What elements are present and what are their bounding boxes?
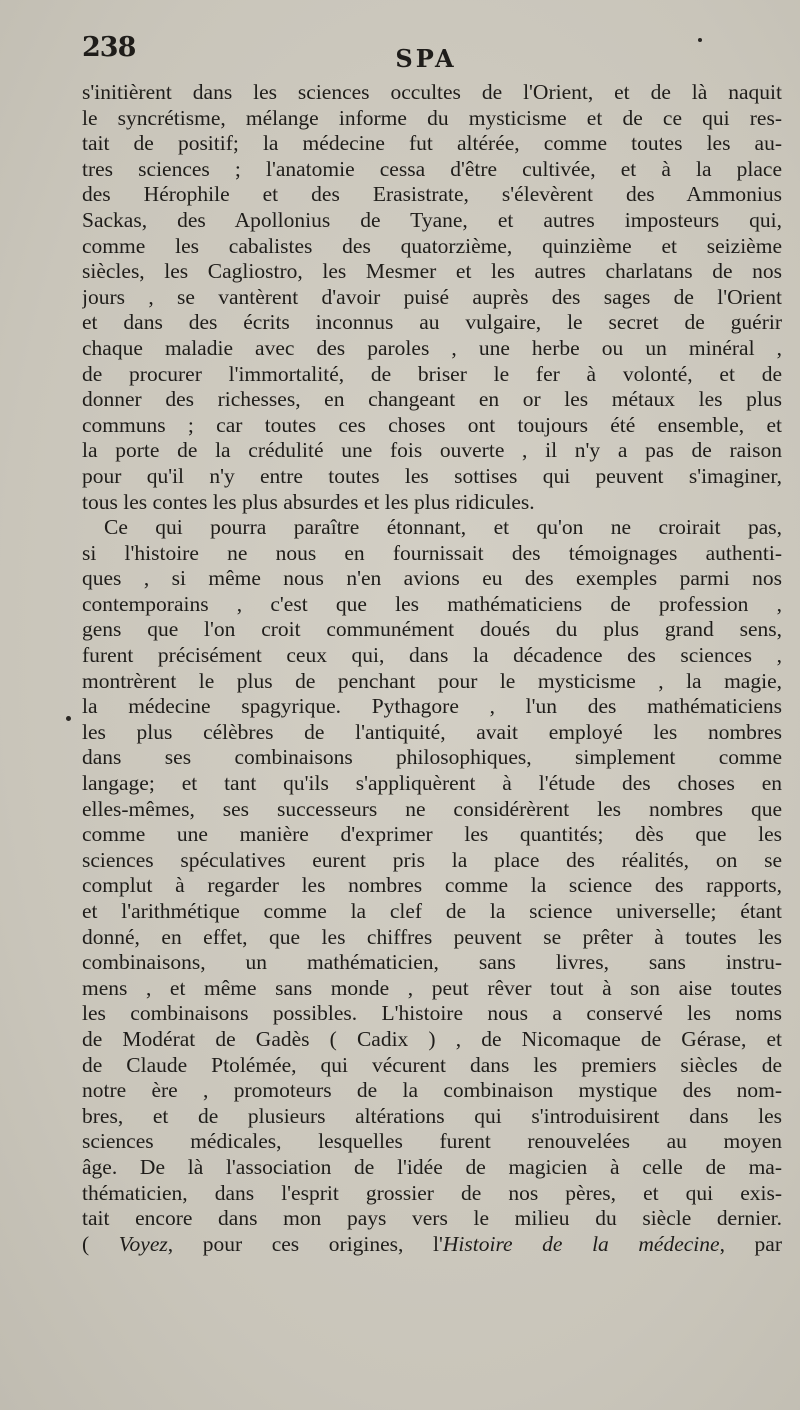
text-line: mens , et même sans monde , peut rêver tout à son aise toutes — [82, 975, 782, 1000]
voyez-italic: Voyez — [118, 1231, 168, 1256]
book-title: Histoire de la médecine — [442, 1231, 720, 1256]
running-title: SPA — [395, 44, 457, 73]
text-line: si l'histoire ne nous en fournissait des témoignages authenti- — [82, 540, 782, 565]
text-line: sciences spéculatives eurent pris la place des réalités, on se — [82, 847, 782, 872]
text-line: furent précisément ceux qui, dans la décadence des sciences , — [82, 643, 782, 668]
text-line: tres sciences ; l'anatomie cessa d'être cultivée, et à la place — [82, 156, 782, 181]
text-line: sciences médicales, lesquelles furent renouvelées au moyen — [82, 1129, 782, 1154]
body-text — [82, 80, 782, 1257]
text-line: âge. De là l'association de l'idée de magicien à celle de ma- — [82, 1154, 782, 1179]
page-header — [82, 32, 770, 72]
text-line: et dans des écrits inconnus au vulgaire, le secret de guérir — [82, 310, 782, 335]
text-line: pour qu'il n'y entre toutes les sottises qui peuvent s'imaginer, — [82, 463, 782, 488]
text-line: comme une manière d'exprimer les quantités; dès que les — [82, 822, 782, 847]
text-line: les combinaisons possibles. L'histoire nous a conservé les noms — [82, 1001, 782, 1026]
text-line: la médecine spagyrique. Pythagore , l'un des mathématiciens — [82, 694, 782, 719]
paragraph-start-line: Ce qui pourra paraître étonnant, et qu'on ne croirait pas, — [104, 515, 782, 540]
text-line: montrèrent le plus de penchant pour le mysticisme , la magie, — [82, 668, 782, 693]
paragraph-end-line: tous les contes les plus absurdes et les plus ridicules. — [82, 489, 535, 514]
text-line: gens que l'on croit communément doués du plus grand sens, — [82, 617, 782, 642]
text-line: siècles, les Cagliostro, les Mesmer et les autres charlatans de nos — [82, 259, 782, 284]
ink-speck — [66, 716, 71, 721]
text-line: s'initièrent dans les sciences occultes de l'Orient, et de là naquit — [82, 80, 782, 104]
text-line: Sackas, des Apollonius de Tyane, et autres imposteurs qui, — [82, 207, 782, 232]
text-line: tait de positif; la médecine fut altérée, comme toutes les au- — [82, 131, 782, 156]
text-line: jours , se vantèrent d'avoir puisé auprès des sages de l'Orient — [82, 284, 782, 309]
text-line: dans ses combinaisons philosophiques, simplement comme — [82, 745, 782, 770]
text-line: comme les cabalistes des quatorzième, quinzième et seizième — [82, 233, 782, 258]
text-line: des Hérophile et des Erasistrate, s'élevèrent des Ammonius — [82, 182, 782, 207]
text-line: de procurer l'immortalité, de briser le fer à volonté, et de — [82, 361, 782, 386]
text-line: donner des richesses, en changeant en or les métaux les plus — [82, 387, 782, 412]
text-line: de Claude Ptolémée, qui vécurent dans les premiers siècles de — [82, 1052, 782, 1077]
text-line: la porte de la crédulité une fois ouverte , il n'y a pas de raison — [82, 438, 782, 463]
text-line: langage; et tant qu'ils s'appliquèrent à l'étude des choses en — [82, 771, 782, 796]
page-number: 238 — [82, 32, 136, 63]
text-line: elles-mêmes, ses successeurs ne considérèrent les nombres que — [82, 796, 782, 821]
text-line: de Modérat de Gadès ( Cadix ) , de Nicomaque de Gérase, et — [82, 1026, 782, 1051]
text-line: le syncrétisme, mélange informe du mysticisme et de ce qui res- — [82, 105, 782, 130]
text-line: chaque maladie avec des paroles , une herbe ou un minéral , — [82, 335, 782, 360]
citation-end: , par — [719, 1231, 782, 1256]
text-line: communs ; car toutes ces choses ont toujours été ensemble, et — [82, 412, 782, 437]
text-line: ques , si même nous n'en avions eu des exemples parmi nos — [82, 566, 782, 591]
open-paren: ( — [82, 1231, 90, 1256]
citation-mid: , pour ces origines, — [167, 1231, 404, 1256]
text-line: et l'arithmétique comme la clef de la science universelle; étant — [82, 899, 782, 923]
text-line: combinaisons, un mathématicien, sans livres, sans instru- — [82, 950, 782, 975]
citation-article: l' — [433, 1231, 443, 1256]
text-line: complut à regarder les nombres comme la science des rapports, — [82, 873, 782, 898]
text-line: bres, et de plusieurs altérations qui s'introduisirent dans les — [82, 1103, 782, 1128]
citation-line — [82, 1232, 782, 1258]
text-line: tait encore dans mon pays vers le milieu du siècle dernier. — [82, 1206, 782, 1231]
text-line: les plus célèbres de l'antiquité, avait employé les nombres — [82, 719, 782, 744]
text-line: notre ère , promoteurs de la combinaison mystique des nom- — [82, 1078, 782, 1103]
text-line: donné, en effet, que les chiffres peuvent se prêter à toutes les — [82, 924, 782, 949]
text-line: contemporains , c'est que les mathématiciens de profession , — [82, 591, 782, 616]
text-line: thématicien, dans l'esprit grossier de nos pères, et qui exis- — [82, 1180, 782, 1205]
ink-speck — [698, 38, 702, 42]
